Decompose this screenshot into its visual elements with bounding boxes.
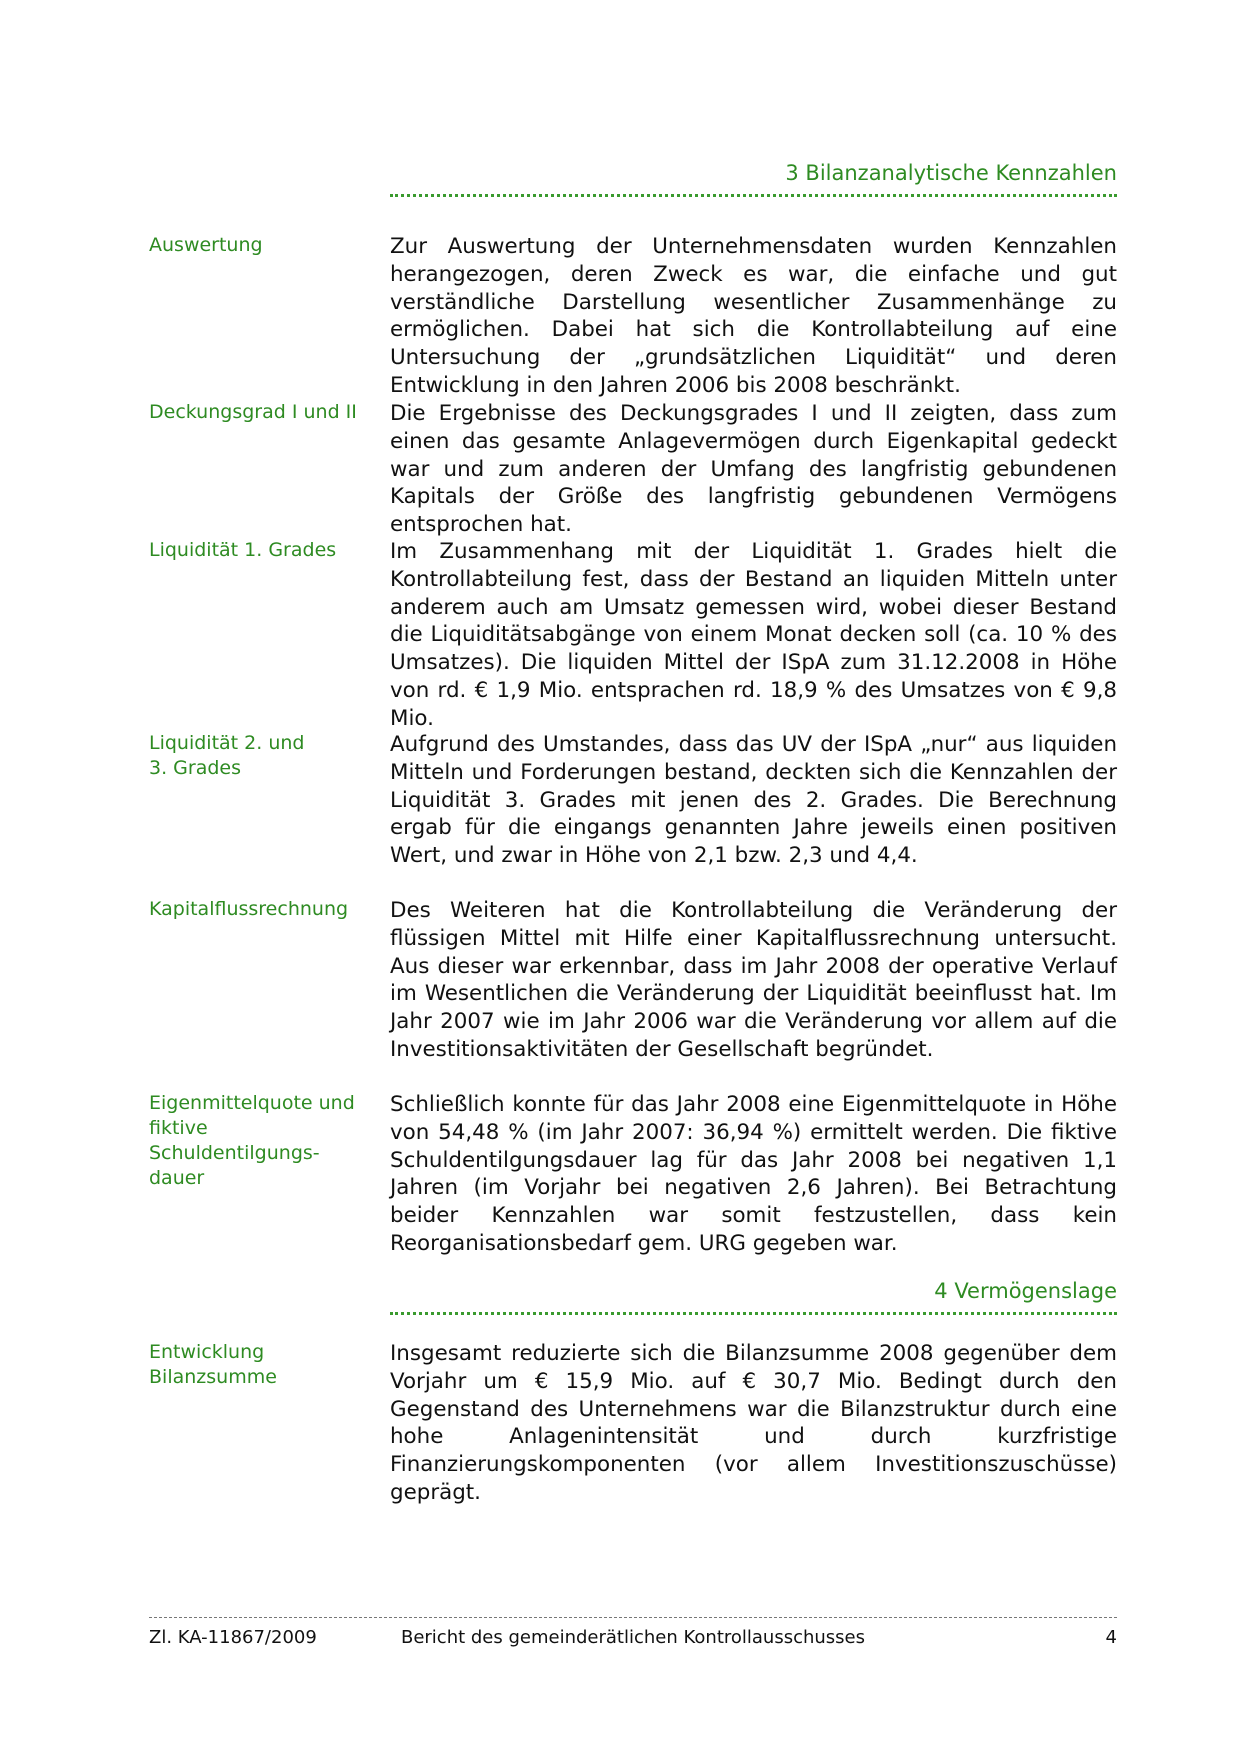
side-label-line: fiktive Schuldentilgungs-	[149, 1117, 320, 1164]
side-label	[149, 1091, 379, 1191]
paragraph-text: Zur Auswertung der Unternehmensdaten wurden Kennzahlen herangezogen, deren Zweck es war, die einfache und gut verständliche Darstellung wesentlicher Zusammenhänge zu ermöglichen. Dabei hat sich die Kontrollabteilung auf eine Untersuchung der „grundsätzlichen Liquidität“ und deren Entwicklung in den Jahren 2006 bis 2008 beschränkt.	[390, 234, 1117, 398]
paragraph-text: Des Weiteren hat die Kontrollabteilung die Veränderung der flüssigen Mittel mit Hilfe einer Kapitalflussrechnung untersucht. Aus dieser war erkennbar, dass im Jahr 2008 der operative Verlauf im Wesentlichen die Veränderung der Liquidität beeinflusst hat. Im Jahr 2007 wie im Jahr 2006 war die Veränderung vor allem auf die Investitionsaktivitäten der Gesellschaft begründet.	[390, 898, 1117, 1062]
side-label-line: dauer	[149, 1167, 205, 1189]
footer-page-number: 4	[1105, 1627, 1117, 1648]
paragraph-text: Schließlich konnte für das Jahr 2008 eine Eigenmittelquote in Höhe von 54,48 % (im Jahr 2007: 36,94 %) ermittelt werden. Die fiktive Schuldentilgungsdauer lag für das Jahr 2008 bei negativen 1,1 Jahren (im Vorjahr bei negativen 2,6 Jahren). Bei Betrachtung beider Kennzahlen war somit festzustellen, dass kein Reorganisationsbedarf gem. URG gegeben war.	[390, 1092, 1117, 1256]
section-heading-vermoegenslage: 4 Vermögenslage	[390, 1276, 1117, 1315]
side-label-line: Kapitalflussrechnung	[149, 898, 349, 920]
side-label	[149, 1340, 379, 1390]
paragraph-text: Aufgrund des Umstandes, dass das UV der ISpA „nur“ aus liquiden Mitteln und Forderungen bestand, deckten sich die Kennzahlen der Liquidität 3. Grades mit jenen des 2. Grades. Die Berechnung ergab für die eingangs genannten Jahre jeweils einen positiven Wert, und zwar in Höhe von 2,1 bzw. 2,3 und 4,4.	[390, 732, 1117, 869]
side-label-line: Liquidität 2. und	[149, 732, 305, 754]
section-heading-bilanzanalytische-kennzahlen: 3 Bilanzanalytische Kennzahlen	[390, 158, 1117, 197]
side-label	[149, 897, 379, 922]
side-label-line: Bilanzsumme	[149, 1366, 277, 1388]
footer-reference: Zl. KA-11867/2009	[149, 1627, 317, 1648]
side-label	[149, 400, 379, 425]
side-label	[149, 538, 379, 563]
side-label-line: Auswertung	[149, 234, 263, 256]
paragraph-text: Insgesamt reduzierte sich die Bilanzsumme 2008 gegenüber dem Vorjahr um € 15,9 Mio. auf € 30,7 Mio. Bedingt durch den Gegenstand des Unternehmens war die Bilanzstruktur durch eine hohe Anlagenintensität und durch kurzfristige Finanzierungskomponenten (vor allem Investitionszuschüsse) geprägt.	[390, 1341, 1117, 1505]
page-footer	[149, 1617, 1117, 1648]
footer-title: Bericht des gemeinderätlichen Kontrollausschusses	[400, 1627, 866, 1648]
side-label-line: Liquidität 1. Grades	[149, 539, 337, 561]
side-label-line: Entwicklung	[149, 1341, 265, 1363]
side-label	[149, 233, 379, 258]
side-label-line: Eigenmittelquote und	[149, 1092, 355, 1114]
side-label-line: 3. Grades	[149, 757, 241, 779]
side-label-line: Deckungsgrad I und II	[149, 401, 357, 423]
side-label	[149, 731, 379, 781]
paragraph-text: Im Zusammenhang mit der Liquidität 1. Grades hielt die Kontrollabteilung fest, dass der Bestand an liquiden Mitteln unter anderem auch am Umsatz gemessen wird, wobei dieser Bestand die Liquiditätsabgänge von einem Monat decken soll (ca. 10 % des Umsatzes). Die liquiden Mittel der ISpA zum 31.12.2008 in Höhe von rd. € 1,9 Mio. entsprachen rd. 18,9 % des Umsatzes von € 9,8 Mio.	[390, 539, 1117, 731]
paragraph-text: Die Ergebnisse des Deckungsgrades I und II zeigten, dass zum einen das gesamte Anlagevermögen durch Eigenkapital gedeckt war und zum anderen der Umfang des langfristig gebundenen Kapitals der Größe des langfristig gebundenen Vermögens entsprochen hat.	[390, 401, 1117, 538]
